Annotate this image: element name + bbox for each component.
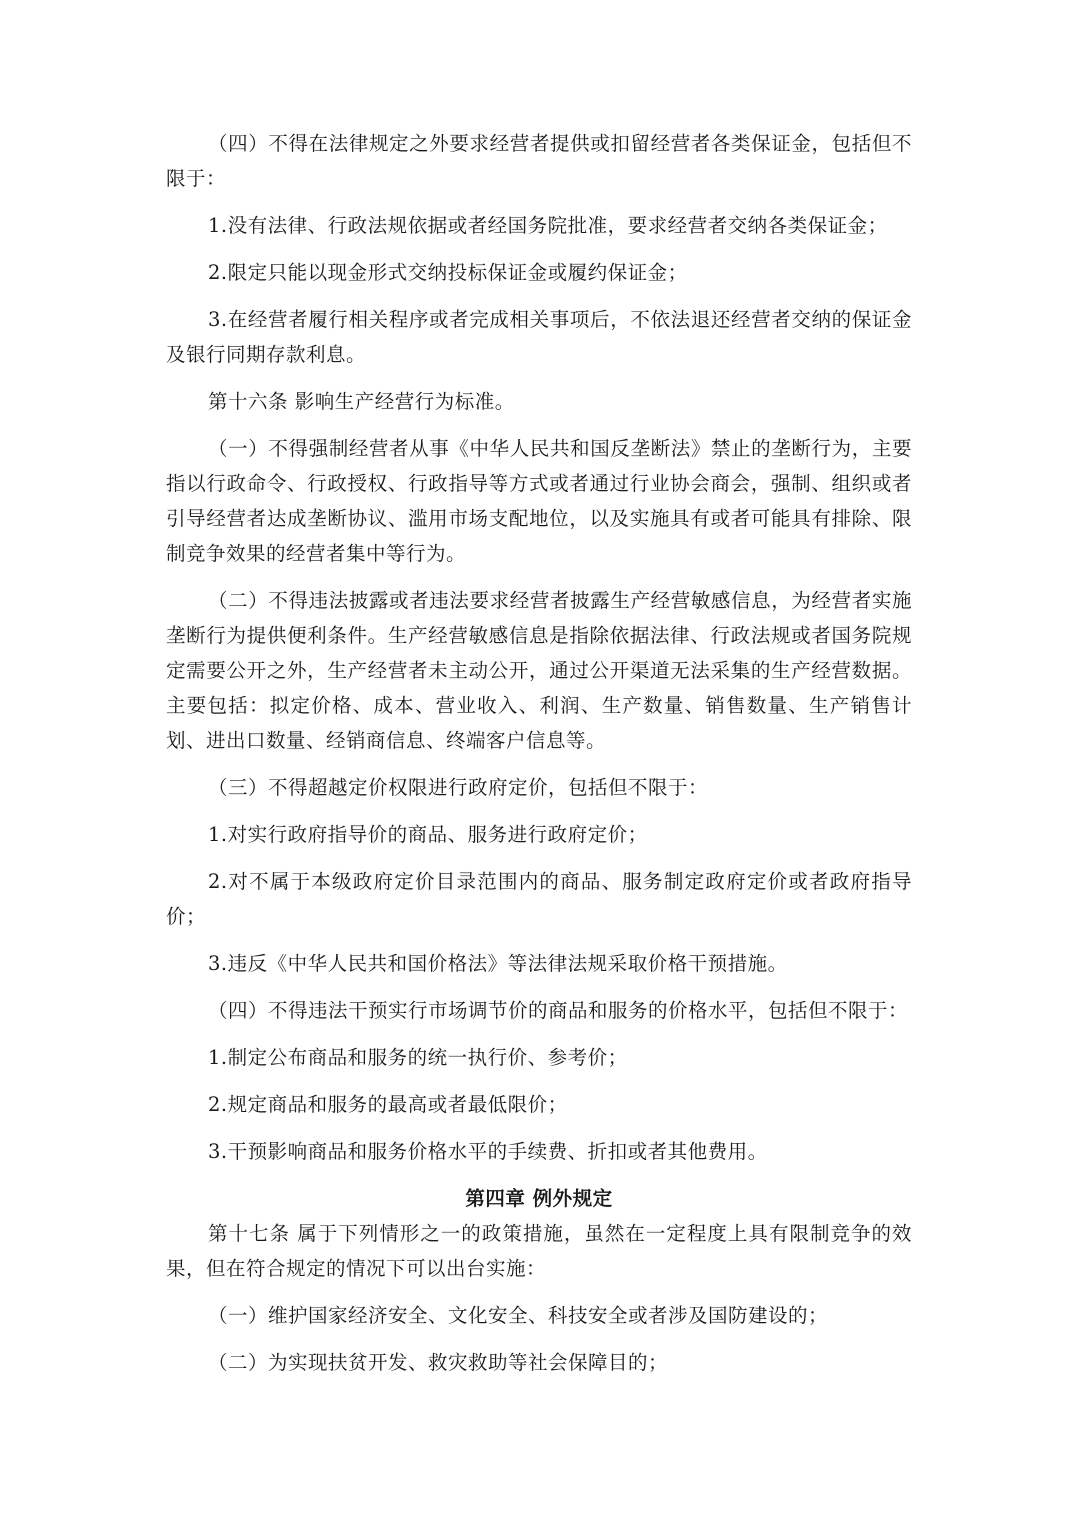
paragraph: （二）不得违法披露或者违法要求经营者披露生产经营敏感信息，为经营者实施垄断行为提供便利条件。生产经营敏感信息是指除依据法律、行政法规或者国务院规定需要公开之外，生产经营者未主动公开，通过公开渠道无法采集的生产经营数据。主要包括：拟定价格、成本、营业收入、利润、生产数量、销售数量、生产销售计划、进出口数量、经销商信息、终端客户信息等。 (166, 589, 912, 752)
paragraph: 2.限定只能以现金形式交纳投标保证金或履约保证金； (208, 261, 688, 284)
paragraph: 3.在经营者履行相关程序或者完成相关事项后，不依法退还经营者交纳的保证金及银行同期存款利息。 (166, 308, 912, 366)
paragraph: 2.规定商品和服务的最高或者最低限价； (208, 1093, 568, 1116)
chapter-heading: 第四章 例外规定 (465, 1187, 613, 1210)
paragraph: （四）不得违法干预实行市场调节价的商品和服务的价格水平，包括但不限于： (208, 999, 909, 1022)
paragraph: 1.制定公布商品和服务的统一执行价、参考价； (208, 1046, 628, 1069)
paragraph: （一）不得强制经营者从事《中华人民共和国反垄断法》禁止的垄断行为，主要指以行政命令、行政授权、行政指导等方式或者通过行业协会商会，强制、组织或者引导经营者达成垄断协议、滥用市场支配地位，以及实施具有或者可能具有排除、限制竞争效果的经营者集中等行为。 (166, 437, 912, 565)
paragraph: 3.干预影响商品和服务价格水平的手续费、折扣或者其他费用。 (208, 1140, 768, 1163)
paragraph: 3.违反《中华人民共和国价格法》等法律法规采取价格干预措施。 (208, 952, 788, 975)
article-title: 第十六条 影响生产经营行为标准。 (208, 390, 515, 413)
document-body (166, 126, 912, 1392)
article-paragraph: 第十七条 属于下列情形之一的政策措施，虽然在一定程度上具有限制竞争的效果，但在符合规定的情况下可以出台实施： (166, 1222, 912, 1280)
paragraph: （一）维护国家经济安全、文化安全、科技安全或者涉及国防建设的； (208, 1304, 829, 1327)
paragraph: 1.没有法律、行政法规依据或者经国务院批准，要求经营者交纳各类保证金； (208, 214, 888, 237)
paragraph: （四）不得在法律规定之外要求经营者提供或扣留经营者各类保证金，包括但不限于： (166, 132, 912, 190)
paragraph: （二）为实现扶贫开发、救灾救助等社会保障目的； (208, 1351, 669, 1374)
paragraph: 1.对实行政府指导价的商品、服务进行政府定价； (208, 823, 648, 846)
paragraph: 2.对不属于本级政府定价目录范围内的商品、服务制定政府定价或者政府指导价； (166, 870, 912, 928)
paragraph: （三）不得超越定价权限进行政府定价，包括但不限于： (208, 776, 709, 799)
